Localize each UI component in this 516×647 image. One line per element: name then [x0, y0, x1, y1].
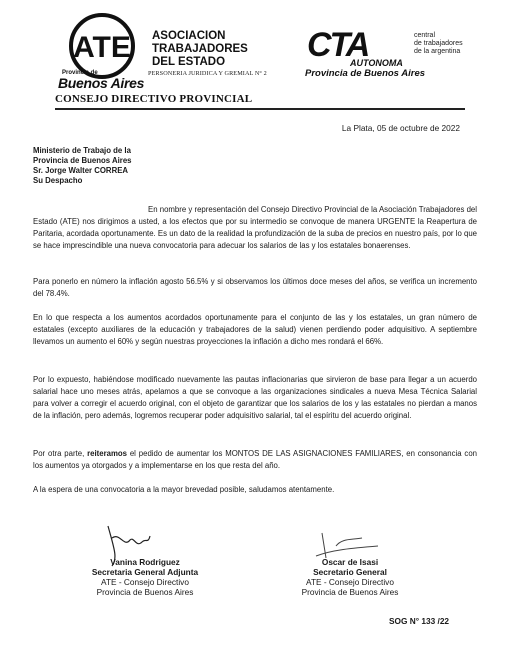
signer-org: Provincia de Buenos Aires: [96, 587, 194, 597]
ate-logo-text: ATE: [73, 31, 131, 64]
cta-right-line-2: de trabajadores: [414, 40, 463, 47]
signature-block-1: [60, 557, 230, 597]
paragraph-5: [33, 448, 477, 472]
paragraph-1: En nombre y representación del Consejo Directivo Provincial de la Asociación Trabajadores del Estado (ATE) nos dirigimos a usted, a los efectos que por su intermedio se convoque de manera URGENTE la Reapertura de Paritaria, acordada oportunamente. Es un dato de la realidad la profundización de la suba de precios en nuestro país, por lo que se hace imprescindible una nueva convocatoria para adecuar los salarios de las y los estatales bonaerenses.: [33, 205, 477, 250]
paragraph-5-post: el pedido de aumentar los MONTOS DE LAS ASIGNACIONES FAMILIARES, en consonancia con los aumentos ya otorgados y a implementarse en los que resta del año.: [33, 449, 477, 470]
org-line-3: DEL ESTADO: [152, 56, 226, 68]
paragraph-5-bold: reiteramos: [87, 449, 127, 458]
paragraph-3: En lo que respecta a los aumentos acordados oportunamente para el conjunto de las y los estatales, un gran número de estatales (excepto auxiliares de la educación y trabajadores de la salud) vienen perdiendo poder adquisitivo. A septiembre llevamos un aumento el 60% y según nuestras proyecciones la inflación a dicho mes rondará el 66%.: [33, 313, 477, 346]
recipient-line: Sr. Jorge Walter CORREA: [33, 166, 129, 175]
signature-block-2: [285, 557, 415, 597]
recipient-block: [33, 146, 132, 186]
header-divider: [55, 108, 465, 110]
signer-org: Provincia de Buenos Aires: [301, 587, 399, 597]
signer-name: Oscar de Isasi: [321, 557, 379, 567]
signer-name: Vanina Rodriguez: [110, 557, 180, 567]
ate-logo-buenos-aires: Buenos Aires: [58, 75, 145, 91]
cta-provincia: Provincia de Buenos Aires: [305, 68, 426, 79]
cta-right-line-1: central: [414, 32, 436, 39]
signer-org: ATE - Consejo Directivo: [306, 577, 394, 587]
personeria-juridica: PERSONERIA JURIDICA Y GREMIAL N° 2: [148, 70, 267, 77]
paragraph-4: Por lo expuesto, habiéndose modificado nuevamente las pautas inflacionarias que sirvieron de base para llegar a un acuerdo salarial hace uno meses atrás, apelamos a que se convoque a las organizaciones sindicales a nueva Mesa Técnica Salarial para volver a corregir el acuerdo original, con el objeto de garantizar que los salarios de los y las estatales no pierdan a manos de la inflación, pero además, logremos recuperar poder adquisitivo salarial, tal el espíritu del acuerdo original.: [33, 375, 477, 420]
cta-logo-text: CTA: [307, 28, 369, 60]
org-line-2: TRABAJADORES: [152, 43, 248, 55]
ate-org-name: [152, 30, 248, 69]
letter-date: La Plata, 05 de octubre de 2022: [341, 123, 460, 133]
consejo-directivo-heading: CONSEJO DIRECTIVO PROVINCIAL: [55, 93, 253, 105]
recipient-line: Provincia de Buenos Aires: [33, 156, 132, 165]
org-line-1: ASOCIACION: [152, 30, 226, 42]
paragraph-6: A la espera de una convocatoria a la mayor brevedad posible, saludamos atentamente.: [33, 485, 335, 494]
signer-title: Secretario General: [313, 567, 387, 577]
ate-logo-provincia: Provincia de: [62, 70, 98, 76]
cta-logo: [305, 28, 417, 60]
signer-title: Secretaria General Adjunta: [91, 567, 199, 577]
cta-right-line-3: de la argentina: [414, 48, 461, 55]
signer-org: ATE - Consejo Directivo: [101, 577, 189, 587]
cta-central-label: [414, 32, 463, 56]
paragraph-5-pre: Por otra parte,: [33, 449, 88, 458]
paragraph-2: Para ponerlo en número la inflación agosto 56.5% y si observamos los últimos doce meses del años, se verifica un incremento del 78.4%.: [33, 277, 477, 298]
cta-autonoma: AUTONOMA: [350, 58, 403, 68]
recipient-line: Ministerio de Trabajo de la: [33, 146, 131, 155]
recipient-line: Su Despacho: [33, 176, 83, 185]
document-reference: SOG N° 133 /22: [389, 616, 450, 626]
